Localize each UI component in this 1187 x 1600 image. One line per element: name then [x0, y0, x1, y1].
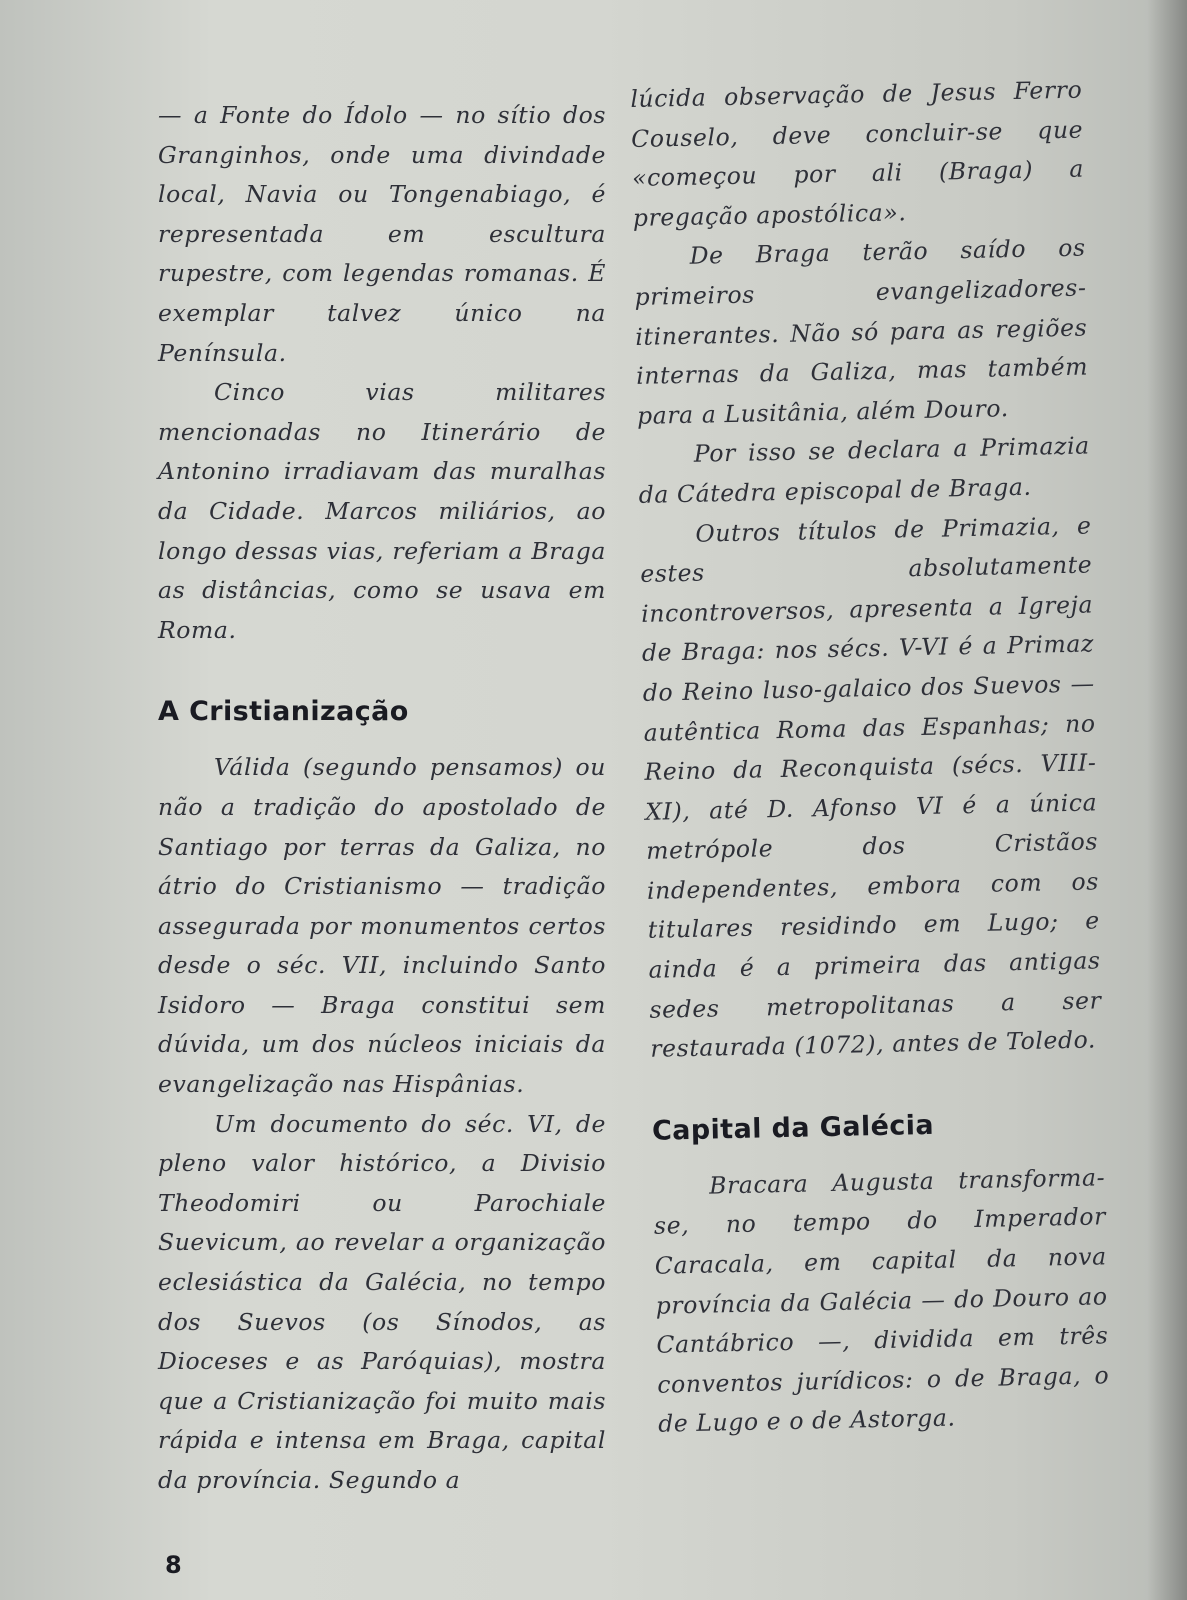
paragraph-evangelizadores: De Braga terão saído os primeiros evangelizadores-itinerantes. Não só para as regiões internas da Galiza, mas também para a Lusitânia, além Douro. — [634, 233, 1089, 430]
paragraph-documento-sec-vi: Um documento do séc. VI, de pleno valor histórico, a Divisio Theodomiri ou Parochiale Suevicum, ao revelar a organização eclesiástica da Galécia, no tempo dos Suevos (os Sínodos, as Dioceses e as Paróquias), mostra que a Cristianização foi muito mais rápida e intensa em Braga, capital da província. Segundo a — [158, 1109, 606, 1494]
right-column — [630, 71, 1110, 1445]
paragraph-fonte-do-idolo: — a Fonte do Ídolo — no sítio dos Granginhos, onde uma divindade local, Navia ou Tongenabiago, é representada em escultura rupestre, com legendas romanas. É exemplar talvez único na Península. — [158, 101, 606, 367]
heading-cristianizacao: A Cristianização — [158, 696, 409, 728]
paragraph-vias-militares: Cinco vias militares mencionadas no Itinerário de Antonino irradiavam das muralhas da Cidade. Marcos miliários, ao longo dessas vias, referiam a Braga as distâncias, como se usava em Roma. — [158, 378, 606, 644]
page-edge-shadow — [1147, 0, 1187, 1600]
paragraph-outros-titulos: Outros títulos de Primazia, e estes absolutamente incontroversos, apresenta a Igreja de Braga: nos sécs. V-VI é a Primaz do Reino luso-galaico dos Suevos — autêntica Roma das Espanhas; no Reino da Reconquista (sécs. VIII-XI), até D. Afonso VI é a única metrópole dos Cristãos independentes, embora com os titulares residindo em Lugo; e ainda é a primeira das antigas sedes metropolitanas a ser restaurada (1072), antes de Toledo. — [640, 510, 1102, 1064]
paragraph-bracara-augusta: Bracara Augusta transforma-se, no tempo do Imperador Caracala, em capital da nova província da Galécia — do Douro ao Cantábrico —, dividida em três conventos jurídicos: o de Braga, o de Lugo e o de Astorga. — [653, 1163, 1110, 1439]
paragraph-primazia: Por isso se declara a Primazia da Cátedra episcopal de Braga. — [638, 431, 1091, 509]
paragraph-tradicao-apostolado: Válida (segundo pensamos) ou não a tradição do apostolado de Santiago por terras da Galiza, no átrio do Cristianismo — tradição assegurada por monumentos certos desde o séc. VII, incluindo Santo Isidoro — Braga constitui sem dúvida, um dos núcleos iniciais da evangelização nas Hispânias. — [158, 753, 606, 1099]
left-column — [158, 96, 606, 1501]
heading-capital-galecia: Capital da Galécia — [651, 1109, 935, 1147]
page-number: 8 — [165, 1551, 182, 1579]
paragraph-lucida-observacao: lúcida observação de Jesus Ferro Couselo, deve concluir-se que «começou por ali (Braga) a pregação apostólica». — [630, 75, 1085, 232]
